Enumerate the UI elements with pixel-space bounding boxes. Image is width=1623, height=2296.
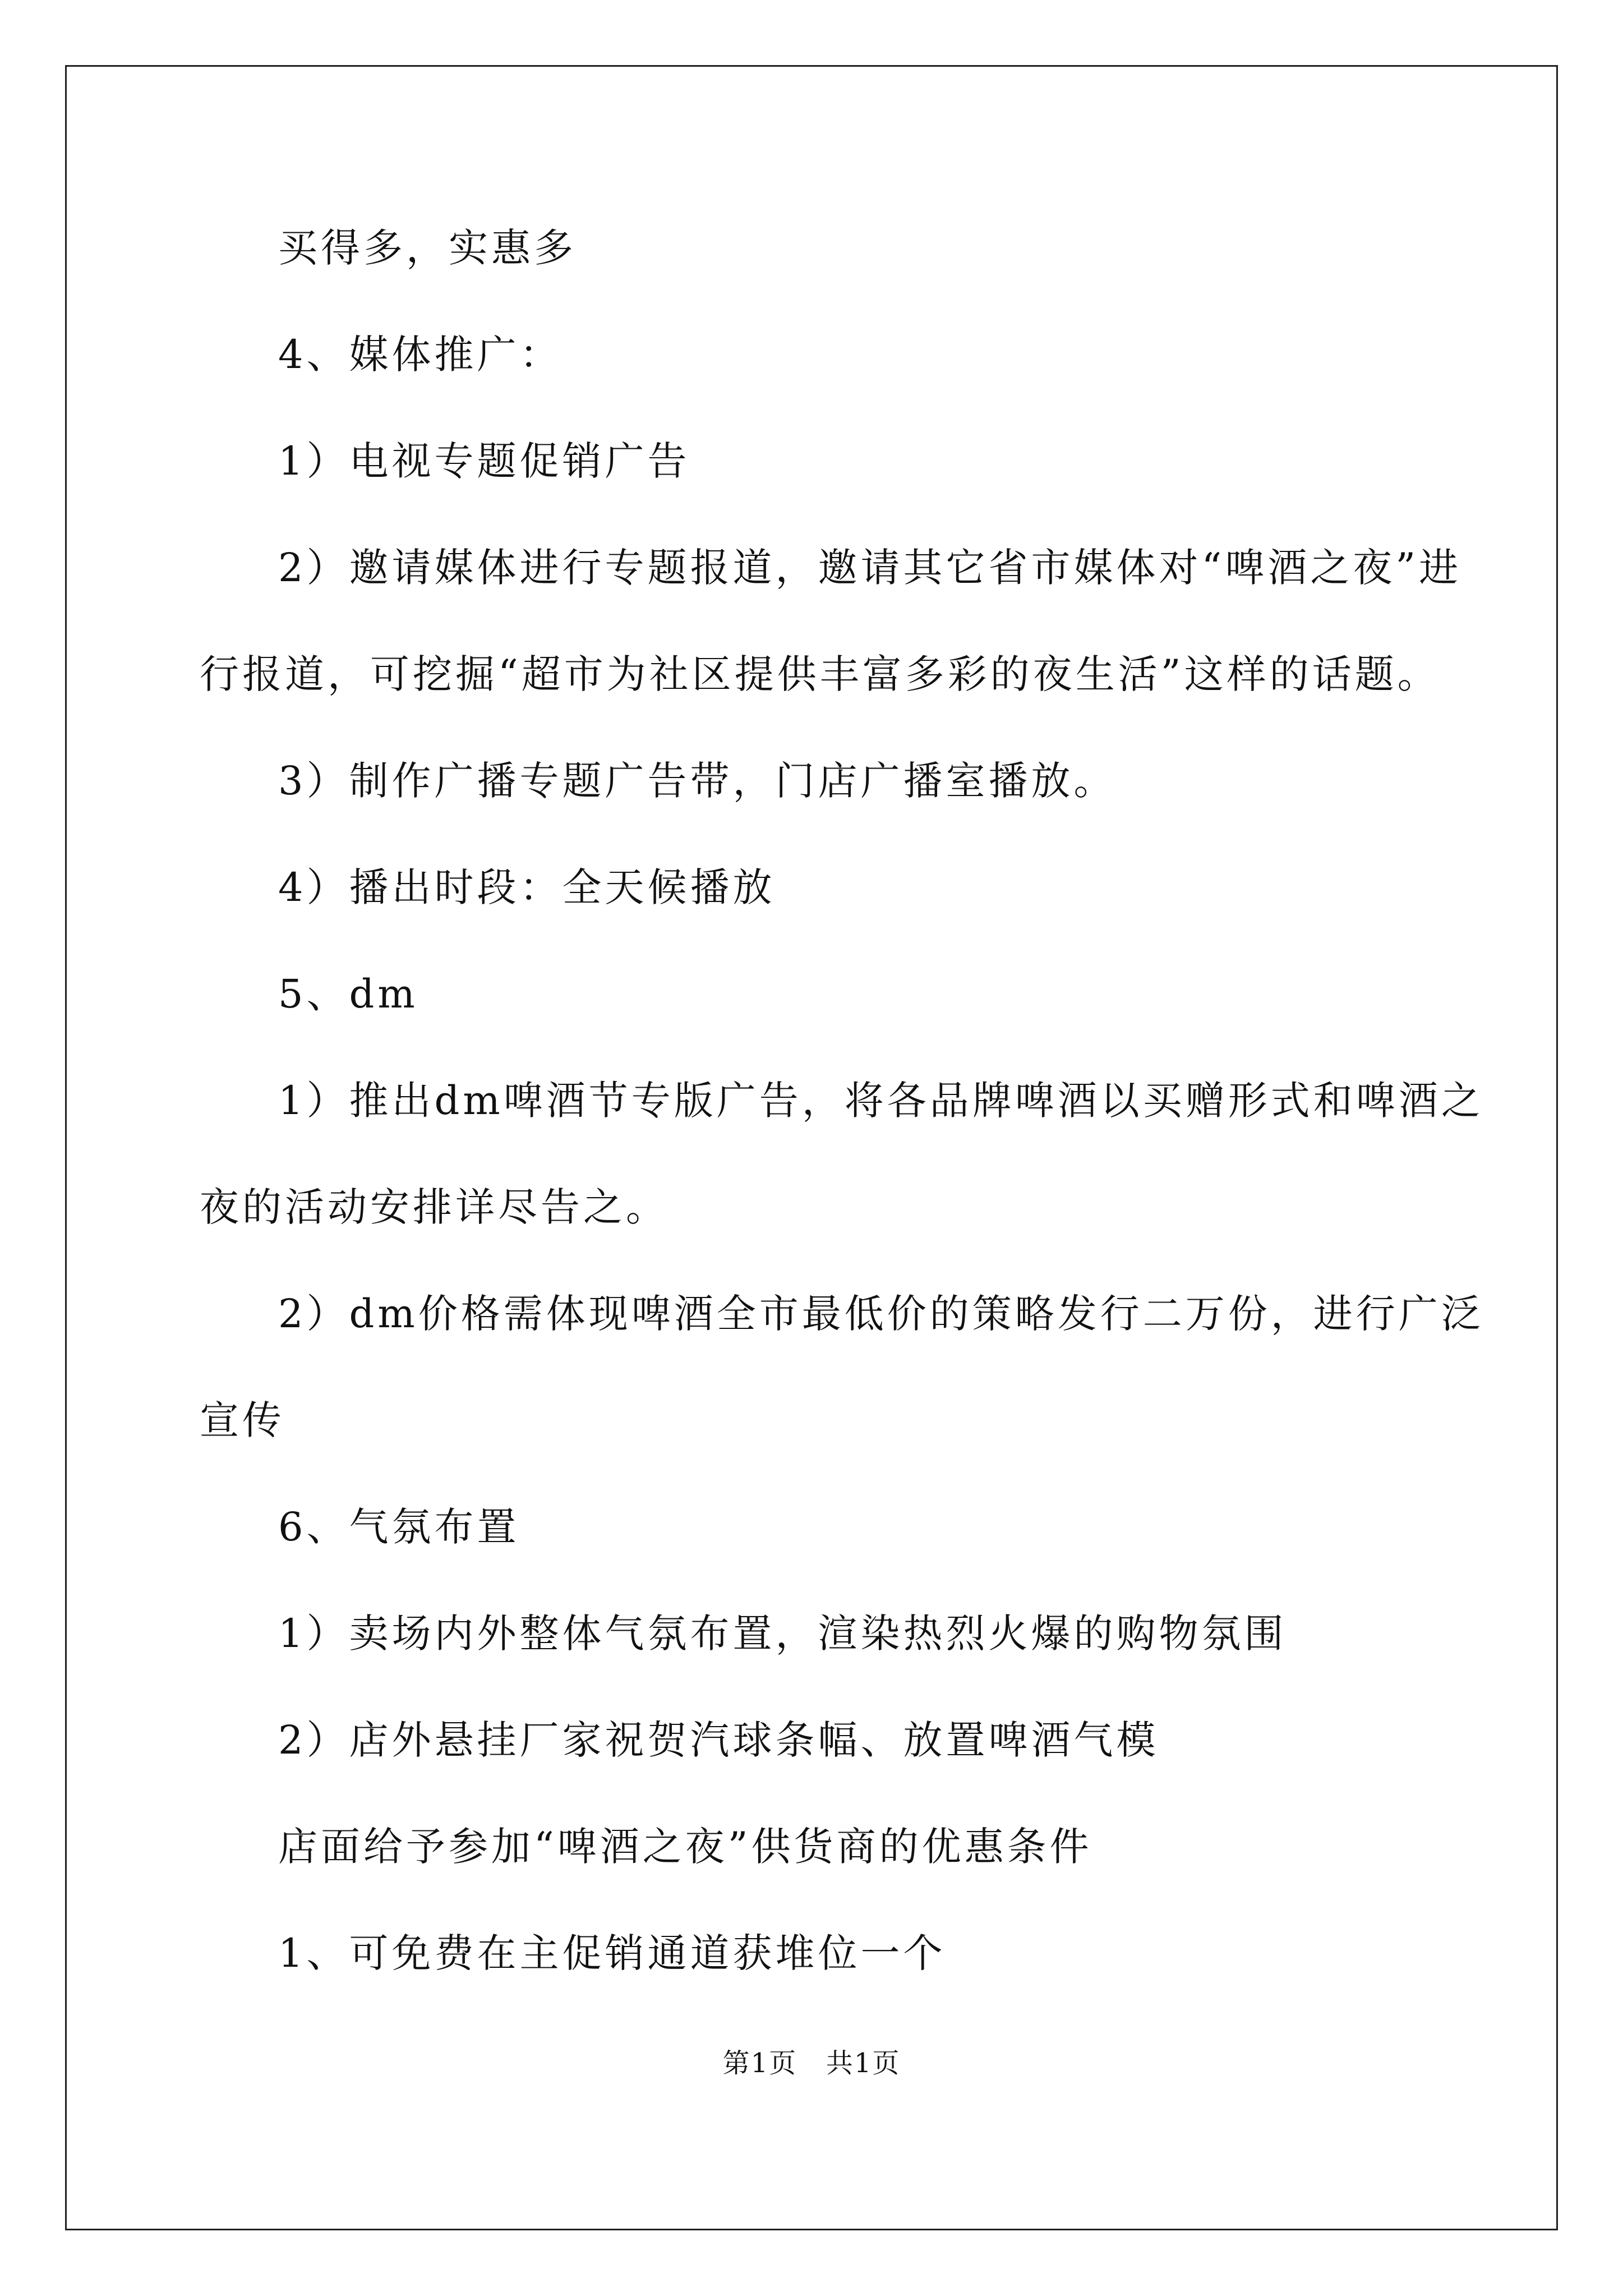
- paragraph-line: 3）制作广播专题广告带，门店广播室播放。: [278, 758, 1117, 804]
- paragraph-line: 1）推出dm啤酒节专版广告，将各品牌啤酒以买赠形式和啤酒之: [278, 1078, 1484, 1124]
- paragraph-line: 2）dm价格需体现啤酒全市最低价的策略发行二万份，进行广泛: [278, 1291, 1484, 1337]
- paragraph-line: 1）电视专题促销广告: [278, 438, 690, 484]
- paragraph-line: 2）邀请媒体进行专题报道，邀请其它省市媒体对“啤酒之夜”进: [278, 545, 1462, 591]
- paragraph-line: 夜的活动安排详尽告之。: [200, 1184, 668, 1230]
- paragraph-line: 店面给予参加“啤酒之夜”供货商的优惠条件: [278, 1824, 1092, 1870]
- paragraph-line: 行报道，可挖掘“超市为社区提供丰富多彩的夜生活”这样的话题。: [200, 651, 1440, 697]
- paragraph-line: 宣传: [200, 1397, 285, 1443]
- paragraph-line: 6、气氛布置: [278, 1504, 520, 1550]
- paragraph-line: 4、媒体推广：: [278, 332, 562, 378]
- page-border: [65, 65, 1558, 2230]
- page-number-footer: 第1页 共1页: [722, 2047, 901, 2079]
- paragraph-line: 4）播出时段：全天候播放: [278, 864, 776, 910]
- paragraph-line: 2）店外悬挂厂家祝贺汽球条幅、放置啤酒气模: [278, 1717, 1159, 1763]
- paragraph-line: 1）卖场内外整体气氛布置，渲染热烈火爆的购物氛围: [278, 1611, 1287, 1657]
- paragraph-line: 1、可免费在主促销通道获堆位一个: [278, 1930, 946, 1976]
- paragraph-line: 买得多，实惠多: [278, 225, 577, 271]
- paragraph-line: 5、dm: [278, 971, 418, 1017]
